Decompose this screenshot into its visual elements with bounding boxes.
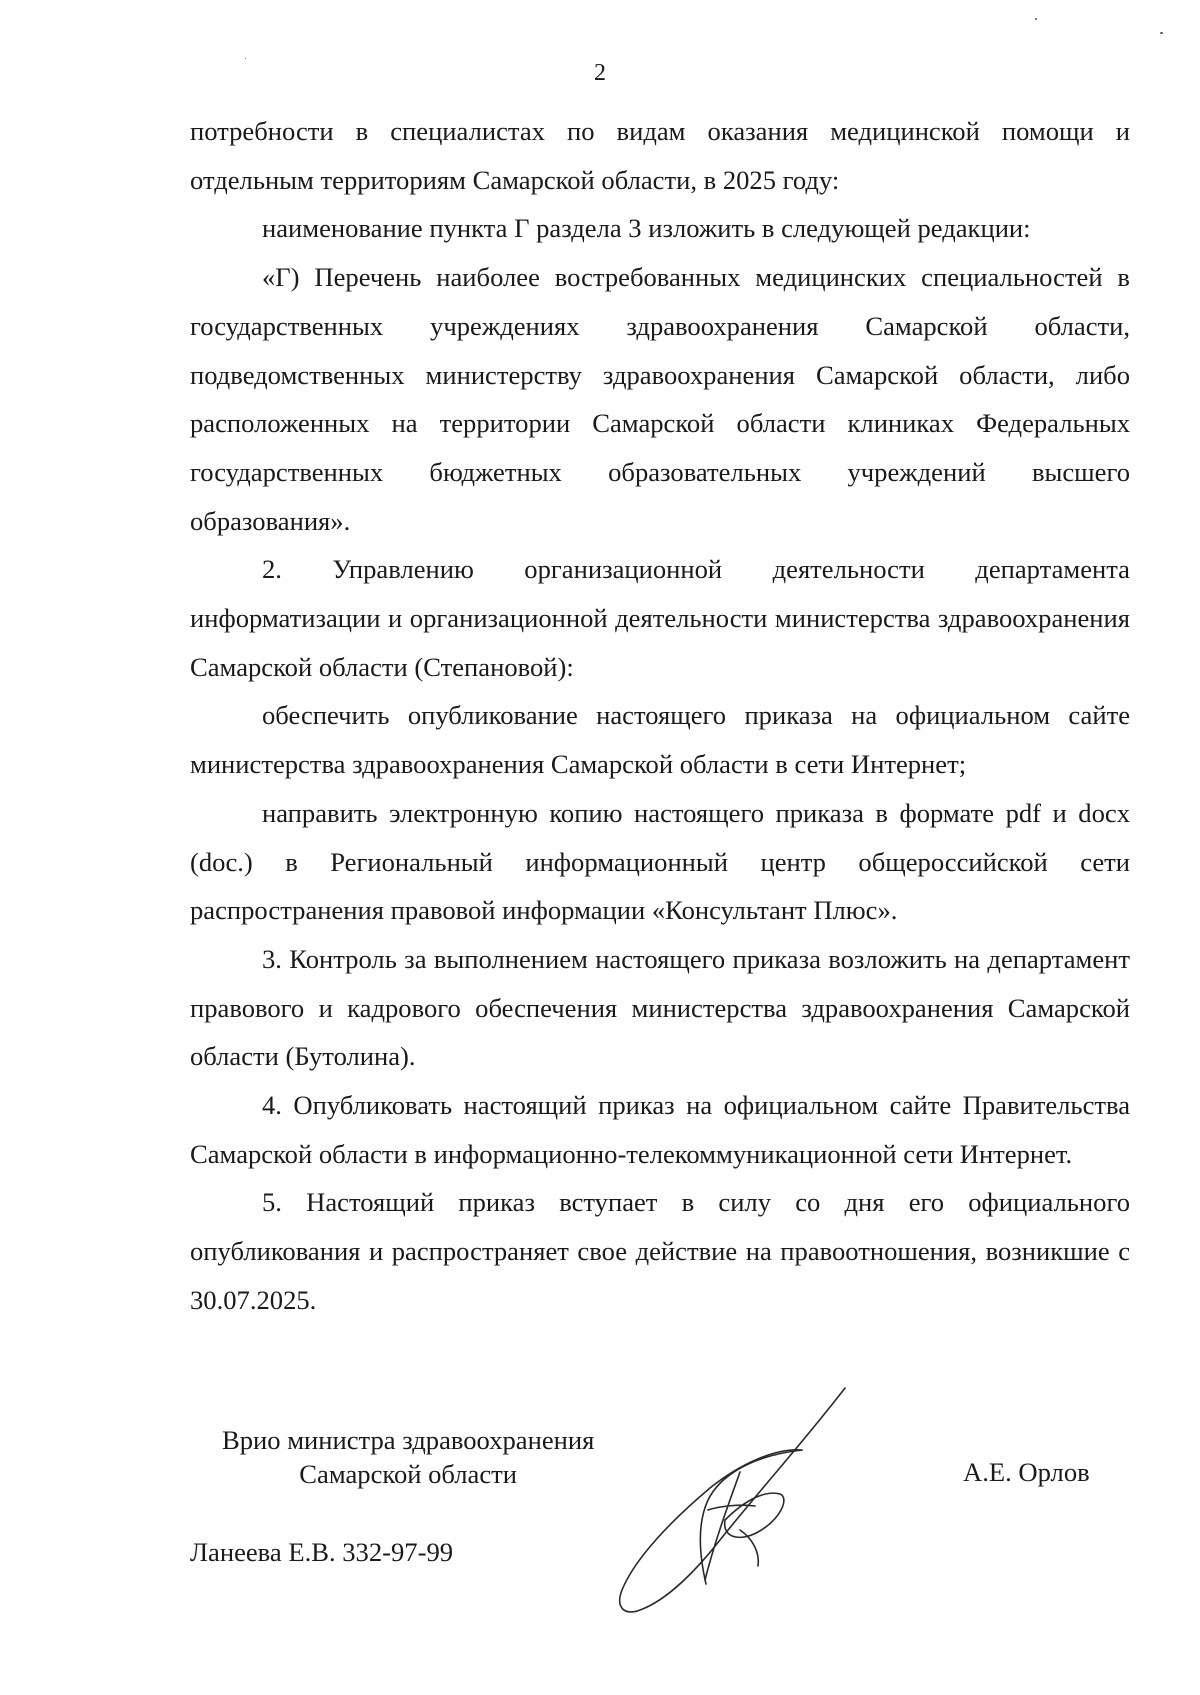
paragraph-3: «Г) Перечень наиболее востребованных медицинских специальностей в государственных учреждениях здравоохранения Самарской области, подведомственных министерству здравоохранения Самарской области, либо расположенных на территории Самарской области клиниках Федеральных государственных бюджетных образовательных учреждений высшего образования». bbox=[190, 262, 1130, 536]
paragraph-6: направить электронную копию настоящего приказа в формате pdf и docx (doc.) в Региональный информационный центр общероссийской сети распространения правовой информации «Консультант Плюс». bbox=[190, 797, 1130, 926]
handwritten-signature-icon bbox=[580, 1380, 860, 1620]
paragraph-4: 2. Управлению организационной деятельности департамента информатизации и организационной деятельности министерства здравоохранения Самарской области (Степановой): bbox=[190, 554, 1130, 682]
paragraph-5: обеспечить опубликование настоящего приказа на официальном сайте министерства здравоохранения Самарской области в сети Интернет; bbox=[190, 700, 1130, 780]
paragraph-7: 3. Контроль за выполнением настоящего приказа возложить на департамент правового и кадрового обеспечения министерства здравоохранения Самарской области (Бутолина). bbox=[190, 943, 1130, 1072]
paragraph-1: потребности в специалистах по видам оказания медицинской помощи и отдельным территориям Самарской области, в 2025 году: bbox=[190, 116, 1130, 195]
scan-speck bbox=[1035, 18, 1037, 20]
signatory-name: А.Е. Орлов bbox=[963, 1457, 1090, 1487]
paragraph-8: 4. Опубликовать настоящий приказ на официальном сайте Правительства Самарской области в информационно-телекоммуникационной сети Интернет. bbox=[190, 1090, 1130, 1169]
paragraph-2: наименование пункта Г раздела 3 изложить в следующей редакции: bbox=[262, 213, 1031, 244]
signatory-position bbox=[222, 1423, 594, 1491]
signatory-position-line-1: Врио министра здравоохранения bbox=[222, 1425, 595, 1455]
page-number: 2 bbox=[594, 60, 606, 86]
scan-speck bbox=[1160, 32, 1163, 34]
scan-speck bbox=[245, 58, 246, 59]
executor-contact: Ланеева Е.В. 332-97-99 bbox=[190, 1537, 454, 1567]
document-body bbox=[190, 107, 1130, 1325]
signatory-position-line-2: Самарской области bbox=[299, 1459, 518, 1489]
paragraph-9: 5. Настоящий приказ вступает в силу со дня его официального опубликования и распространяет свое действие на правоотношения, возникшие с 30.07.2025. bbox=[190, 1187, 1130, 1315]
